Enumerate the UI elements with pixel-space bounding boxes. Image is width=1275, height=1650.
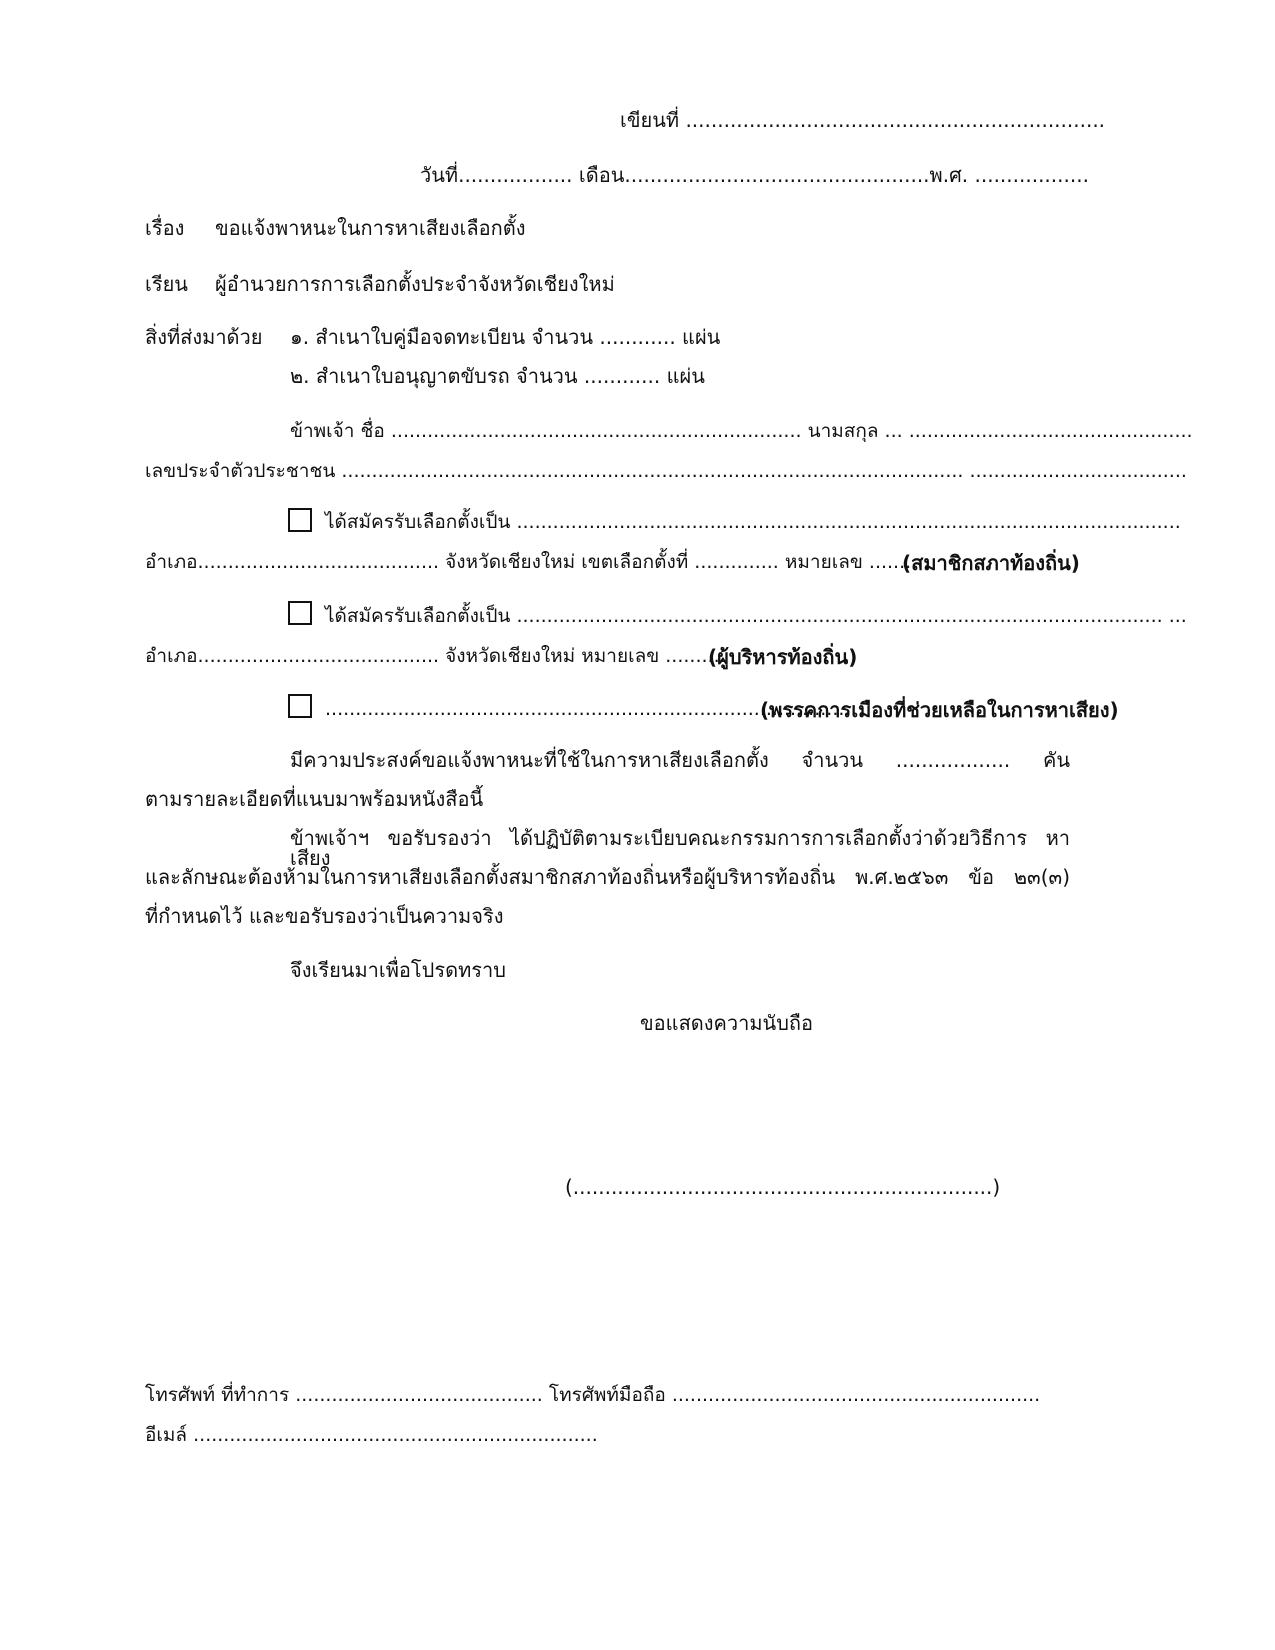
local-executive-tag: (ผู้บริหารท้องถิ่น) [708, 645, 858, 669]
recipient-label: เรียน [145, 272, 188, 296]
local-council-tag: (สมาชิกสภาท้องถิ่น) [902, 551, 1080, 575]
subject-text: ขอแจ้งพาหนะในการหาเสียงเลือกตั้ง [215, 216, 526, 240]
contact-phone-line: โทรศัพท์ ที่ทำการ ......................................... โทรศัพท์มือถือ ............................................................. [145, 1384, 1041, 1406]
applicant-name-line: ข้าพเจ้า ชื่อ .................................................................... นามสกุล ... ............................................... [290, 420, 1193, 442]
vehicle-request-line-1: มีความประสงค์ขอแจ้งพาหนะที่ใช้ในการหาเสียงเลือกตั้ง จำนวน .................. คัน [290, 748, 1070, 772]
local-executive-checkbox[interactable] [288, 601, 312, 625]
attachments-label: สิ่งที่ส่งมาด้วย [145, 325, 263, 349]
local-executive-district-line: อำเภอ........................................ จังหวัดเชียงใหม่ หมายเลข .......... [145, 645, 726, 667]
contact-email-line: อีเมล์ ................................................................... [145, 1424, 598, 1446]
party-name-line: ........................................................................................ [325, 698, 857, 720]
regards-line: ขอแสดงความนับถือ [640, 1011, 814, 1035]
local-executive-position-line: ได้สมัครรับเลือกตั้งเป็น ........................................................................................................... ... [325, 605, 1187, 627]
party-checkbox[interactable] [288, 694, 312, 718]
local-council-position-line: ได้สมัครรับเลือกตั้งเป็น .............................................................................................................. [325, 511, 1181, 533]
vehicle-request-line-2: ตามรายละเอียดที่แนบมาพร้อมหนังสือนี้ [145, 787, 484, 811]
date-line: วันที่.................. เดือน................................................พ.ศ. .................. [420, 163, 1089, 187]
recipient-text: ผู้อำนวยการการเลือกตั้งประจำจังหวัดเชียงใหม่ [215, 272, 615, 296]
local-council-district-line: อำเภอ........................................ จังหวัดเชียงใหม่ เขตเลือกตั้งที่ .............. หมายเลข .......... [145, 551, 930, 573]
party-tag: (พรรคการเมืองที่ช่วยเหลือในการหาเสียง) [760, 698, 1119, 722]
signature-line: (..................................................................) [565, 1175, 1001, 1199]
certification-line-2: และลักษณะต้องห้ามในการหาเสียงเลือกตั้งสมาชิกสภาท้องถิ่นหรือผู้บริหารท้องถิ่น พ.ศ.๒๕๖๓ ข้อ ๒๓(๓) [145, 865, 1070, 889]
certification-line-1: ข้าพเจ้าฯ ขอรับรองว่า ได้ปฏิบัติตามระเบียบคณะกรรมการการเลือกตั้งว่าด้วยวิธีการ หาเสียง [290, 826, 1070, 870]
attachment-item-1: ๑. สำเนาใบคู่มือจดทะเบียน จำนวน ............ แผ่น [290, 325, 721, 349]
applicant-id-line: เลขประจำตัวประชาชน ....................................................................................................... .................................... [145, 460, 1187, 482]
subject-label: เรื่อง [145, 216, 185, 240]
local-council-checkbox[interactable] [288, 508, 312, 532]
attachment-item-2: ๒. สำเนาใบอนุญาตขับรถ จำนวน ............ แผ่น [290, 364, 705, 388]
written-at-line: เขียนที่ .................................................................. [620, 108, 1106, 132]
closing-line: จึงเรียนมาเพื่อโปรดทราบ [290, 958, 506, 982]
certification-line-3: ที่กำหนดไว้ และขอรับรองว่าเป็นความจริง [145, 904, 504, 928]
